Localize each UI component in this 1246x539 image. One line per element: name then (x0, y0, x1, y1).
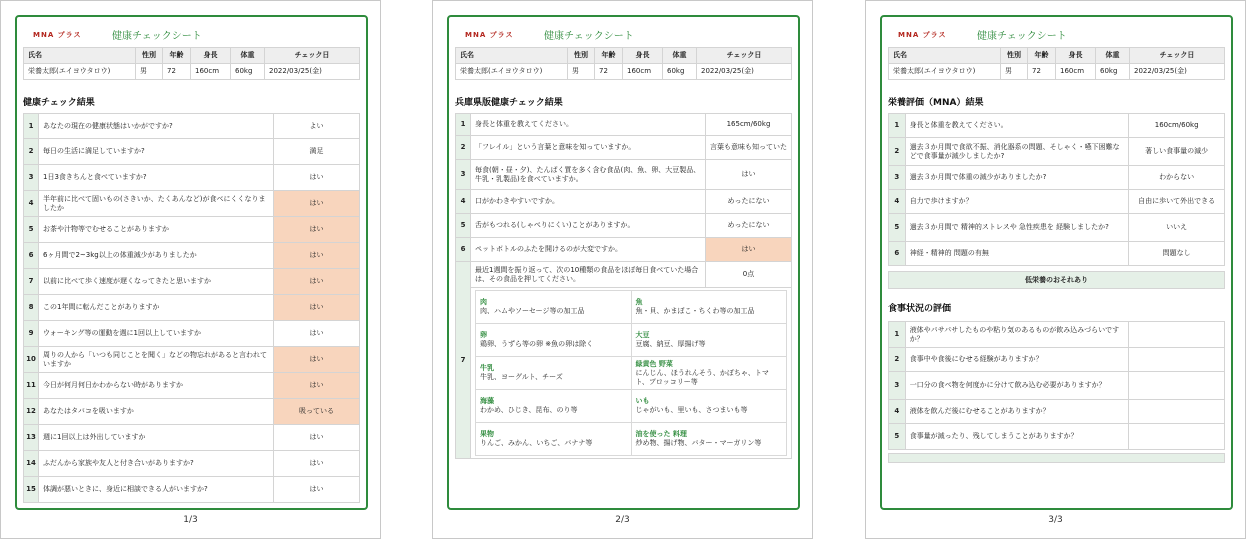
page-header (449, 17, 798, 47)
header-name: 氏名 (889, 48, 1001, 64)
question-text: お茶や汁物等でむせることがありますか (39, 217, 274, 243)
question-text: 今日が何月何日かわからない時がありますか (39, 373, 274, 399)
question-number: 8 (24, 295, 39, 321)
page-3 (865, 0, 1246, 539)
question-text: 体調が悪いときに、身近に相談できる人がいますか? (39, 477, 274, 503)
answer-cell-highlighted: はい (274, 347, 360, 373)
question-number: 14 (24, 451, 39, 477)
table-row (24, 217, 360, 243)
value-age: 72 (1028, 64, 1056, 80)
value-name: 栄養太郎(エイヨウタロウ) (24, 64, 136, 80)
question-number: 15 (24, 477, 39, 503)
hyogo-check-table (455, 113, 792, 459)
food-name: 肉 (480, 298, 487, 306)
header-height: 身長 (623, 48, 663, 64)
table-row (889, 348, 1225, 372)
food-name: 魚 (635, 298, 643, 306)
header-age: 年齢 (163, 48, 191, 64)
food-name: いも (635, 397, 650, 405)
health-check-table (23, 113, 360, 503)
question-text: 週に1回以上は外出していますか (39, 425, 274, 451)
question-number: 9 (24, 321, 39, 347)
food-desc: 炒め物、揚げ物、バター・マーガリン等 (635, 439, 762, 447)
page-1 (0, 0, 381, 539)
answer-cell: はい (274, 477, 360, 503)
question-text: 過去３か月間で体重の減少がありましたか? (905, 166, 1129, 190)
question-text: 口がかわきやすいですか。 (471, 190, 706, 214)
question-number: 3 (24, 165, 39, 191)
food-name: 卵 (480, 331, 487, 339)
table-row (24, 399, 360, 425)
food-item[interactable] (631, 324, 787, 357)
value-sex: 男 (568, 64, 595, 80)
brand-logo: MNA プラス (465, 31, 514, 39)
question-number: 6 (889, 242, 906, 266)
table-row (889, 214, 1225, 242)
question-text: ペットボトルのふたを開けるのが大変ですか。 (471, 238, 706, 262)
answer-cell-highlighted: はい (274, 295, 360, 321)
answer-cell: いいえ (1129, 214, 1225, 242)
value-check-date: 2022/03/25(金) (265, 64, 360, 80)
question-number: 1 (456, 114, 471, 136)
question-text: 自力で歩けますか？ (905, 190, 1129, 214)
page-frame (447, 15, 800, 510)
table-row (24, 269, 360, 295)
food-item[interactable] (476, 357, 632, 390)
question-number: 3 (456, 160, 471, 190)
value-sex: 男 (136, 64, 163, 80)
table-row (889, 242, 1225, 266)
table-row (456, 114, 792, 136)
question-text: 液体やパサパサしたものや粘り気のあるものが飲み込みづらいですか？ (905, 322, 1129, 348)
page-frame (15, 15, 368, 510)
question-number: 5 (889, 214, 906, 242)
value-height: 160cm (623, 64, 663, 80)
food-name: 果物 (480, 430, 494, 438)
food-name: 海藻 (480, 397, 494, 405)
table-row (24, 165, 360, 191)
question-number: 1 (889, 322, 906, 348)
table-row (456, 214, 792, 238)
question-text: この1年間に転んだことがありますか (39, 295, 274, 321)
food-name: 緑黄色 野菜 (635, 359, 673, 368)
page-header (882, 17, 1231, 47)
question-text: 身長と体重を教えてください。 (905, 114, 1129, 138)
table-row (24, 477, 360, 503)
question-text: 1日3食きちんと食べていますか? (39, 165, 274, 191)
page-header (17, 17, 366, 47)
food-item[interactable] (476, 291, 632, 324)
food-item[interactable] (631, 357, 787, 390)
question-number: 3 (889, 372, 906, 400)
value-check-date: 2022/03/25(金) (1130, 64, 1225, 80)
question-number: 6 (24, 243, 39, 269)
food-name: 牛乳 (480, 364, 494, 372)
question-number: 4 (889, 400, 906, 424)
question-text: 6ヶ月間で2~3kg以上の体重減少がありましたか (39, 243, 274, 269)
answer-cell: 0点 (706, 262, 792, 288)
header-height: 身長 (1056, 48, 1096, 64)
question-number: 12 (24, 399, 39, 425)
value-name: 栄養太郎(エイヨウタロウ) (456, 64, 568, 80)
question-number: 1 (24, 114, 39, 139)
food-desc: 鶏卵、うずら等の卵 ※魚の卵は除く (480, 340, 594, 348)
question-number: 10 (24, 347, 39, 373)
section-title: 兵庫県版健康チェック結果 (455, 98, 563, 108)
food-group-table (475, 290, 787, 456)
question-number: 6 (456, 238, 471, 262)
answer-cell: 満足 (274, 139, 360, 165)
food-item[interactable] (631, 390, 787, 423)
question-number: 2 (889, 348, 906, 372)
header-name: 氏名 (24, 48, 136, 64)
food-desc: りんご、みかん、いちご、バナナ等 (480, 439, 593, 447)
table-row (889, 138, 1225, 166)
value-sex: 男 (1001, 64, 1028, 80)
question-number: 13 (24, 425, 39, 451)
value-weight: 60kg (1096, 64, 1130, 80)
value-age: 72 (595, 64, 623, 80)
food-item[interactable] (631, 423, 787, 456)
food-desc: じゃがいも、里いも、さつまいも等 (635, 406, 748, 414)
header-name: 氏名 (456, 48, 568, 64)
food-desc: 豆腐、納豆、厚揚げ等 (635, 340, 706, 348)
food-item[interactable] (631, 291, 787, 324)
page-number: 2/3 (615, 515, 630, 525)
header-age: 年齢 (595, 48, 623, 64)
question-text: 過去３か月間で 精神的ストレスや 急性疾患を 経験しましたか? (905, 214, 1129, 242)
question-number: 7 (24, 269, 39, 295)
sheet-title: 健康チェックシート (544, 31, 634, 42)
answer-cell: めったにない (706, 190, 792, 214)
food-desc: 肉、ハムやソーセージ等の加工品 (480, 307, 585, 315)
question-number: 5 (889, 424, 906, 450)
table-row (889, 424, 1225, 450)
food-desc: 牛乳、ヨーグルト、チーズ (480, 373, 563, 381)
sheet-title: 健康チェックシート (977, 31, 1067, 42)
answer-cell (1129, 372, 1225, 400)
question-text: 食事中や食後にむせる経験がありますか？ (905, 348, 1129, 372)
question-number: 4 (889, 190, 906, 214)
value-weight: 60kg (231, 64, 265, 80)
answer-cell: はい (274, 451, 360, 477)
table-row (24, 373, 360, 399)
question-number: 4 (24, 191, 39, 217)
question-text: ウォーキング等の運動を週に1回以上していますか (39, 321, 274, 347)
answer-cell: はい (274, 425, 360, 451)
answer-cell: 165cm/60kg (706, 114, 792, 136)
answer-cell: はい (274, 321, 360, 347)
header-weight: 体重 (663, 48, 697, 64)
question-text: 半年前に比べて固いもの(さきいか、たくあんなど)が食べにくくなりましたか (39, 191, 274, 217)
brand-logo: MNA プラス (33, 31, 82, 39)
value-height: 160cm (1056, 64, 1096, 80)
answer-cell (1129, 400, 1225, 424)
section-title-meal: 食事状況の評価 (888, 304, 952, 314)
question-text: 最近1週間を振り返って、次の10種類の食品をほぼ毎日食べていた場合は、その食品を押してください。 (471, 262, 706, 288)
table-row (456, 238, 792, 262)
header-check-date: チェック日 (265, 48, 360, 64)
table-row (889, 166, 1225, 190)
answer-cell-highlighted: はい (274, 373, 360, 399)
question-text: あなたの現在の健康状態はいかがですか? (39, 114, 274, 139)
header-sex: 性別 (136, 48, 163, 64)
result-bar (888, 453, 1225, 463)
food-desc: 魚・貝、かまぼこ・ちくわ等の加工品 (635, 307, 755, 315)
table-row (24, 451, 360, 477)
food-group-container (471, 288, 792, 459)
question-number: 2 (24, 139, 39, 165)
table-row (24, 243, 360, 269)
question-text: 液体を飲んだ後にむせることがありますか？ (905, 400, 1129, 424)
question-text: 身長と体重を教えてください。 (471, 114, 706, 136)
answer-cell (1129, 348, 1225, 372)
food-desc: わかめ、ひじき、昆布、のり等 (480, 406, 578, 414)
page-2 (432, 0, 813, 539)
table-row (889, 190, 1225, 214)
question-text: 毎食(朝・昼・夕)、たんぱく質を多く含む食品(肉、魚、卵、大豆製品、牛乳・乳製品)を食べていますか。 (471, 160, 706, 190)
answer-cell-highlighted: はい (274, 191, 360, 217)
value-height: 160cm (191, 64, 231, 80)
section-title-mna: 栄養評価（MNA）結果 (888, 98, 984, 108)
answer-cell: めったにない (706, 214, 792, 238)
answer-cell: わからない (1129, 166, 1225, 190)
patient-info-table (888, 47, 1225, 80)
table-row (456, 160, 792, 190)
answer-cell (1129, 322, 1225, 348)
question-number: 2 (456, 136, 471, 160)
question-text: 過去３か月間で食欲不振、消化器系の問題、そしゃく・嚥下困難などで食事量が減少しましたか? (905, 138, 1129, 166)
question-text: 舌がもつれる(しゃべりにくい)ことがありますか。 (471, 214, 706, 238)
question-number: 1 (889, 114, 906, 138)
table-row (24, 114, 360, 139)
page-frame (880, 15, 1233, 510)
section-title: 健康チェック結果 (23, 98, 95, 108)
food-item[interactable] (476, 423, 632, 456)
page-number: 1/3 (183, 515, 198, 525)
table-row (24, 425, 360, 451)
food-item[interactable] (476, 390, 632, 423)
answer-cell-highlighted: 吸っている (274, 399, 360, 425)
patient-info-table (23, 47, 360, 80)
table-row (456, 136, 792, 160)
question-text: 周りの人から「いつも同じことを聞く」などの物忘れがあると言われていますか (39, 347, 274, 373)
question-number: 5 (456, 214, 471, 238)
table-row (456, 190, 792, 214)
value-check-date: 2022/03/25(金) (697, 64, 792, 80)
header-check-date: チェック日 (1130, 48, 1225, 64)
brand-logo: MNA プラス (898, 31, 947, 39)
value-name: 栄養太郎(エイヨウタロウ) (889, 64, 1001, 80)
question-number: 3 (889, 166, 906, 190)
food-name: 大豆 (635, 331, 650, 339)
header-weight: 体重 (1096, 48, 1130, 64)
question-text: 以前に比べて歩く速度が遅くなってきたと思いますか (39, 269, 274, 295)
table-row (24, 347, 360, 373)
question-number: 11 (24, 373, 39, 399)
table-row (24, 139, 360, 165)
header-weight: 体重 (231, 48, 265, 64)
question-text: 毎日の生活に満足していますか? (39, 139, 274, 165)
header-age: 年齢 (1028, 48, 1056, 64)
answer-cell: 自由に歩いて外出できる (1129, 190, 1225, 214)
answer-cell (1129, 424, 1225, 450)
table-row (456, 262, 792, 288)
header-height: 身長 (191, 48, 231, 64)
question-number: 2 (889, 138, 906, 166)
question-text: ふだんから家族や友人と付き合いがありますか? (39, 451, 274, 477)
answer-cell: 言葉も意味も知っていた (706, 136, 792, 160)
question-text: 食事量が減ったり、残してしまうことがありますか？ (905, 424, 1129, 450)
value-weight: 60kg (663, 64, 697, 80)
answer-cell: 160cm/60kg (1129, 114, 1225, 138)
header-sex: 性別 (568, 48, 595, 64)
meal-status-table (888, 321, 1225, 450)
table-row (889, 372, 1225, 400)
answer-cell: 著しい食事量の減少 (1129, 138, 1225, 166)
malnutrition-risk-banner: 低栄養のおそれあり (888, 271, 1225, 289)
value-age: 72 (163, 64, 191, 80)
answer-cell-highlighted: はい (274, 217, 360, 243)
answer-cell: はい (274, 165, 360, 191)
answer-cell-highlighted: はい (706, 238, 792, 262)
header-sex: 性別 (1001, 48, 1028, 64)
food-desc: にんじん、ほうれんそう、かぼちゃ、トマト、ブロッコリー等 (635, 368, 769, 386)
header-check-date: チェック日 (697, 48, 792, 64)
question-number: 7 (456, 262, 471, 459)
question-text: あなたはタバコを吸いますか (39, 399, 274, 425)
patient-info-table (455, 47, 792, 80)
table-row (24, 191, 360, 217)
table-row (24, 295, 360, 321)
food-name: 油を使った 料理 (635, 430, 687, 438)
answer-cell-highlighted: はい (274, 269, 360, 295)
table-row (889, 322, 1225, 348)
table-row (889, 114, 1225, 138)
page-number: 3/3 (1048, 515, 1063, 525)
question-number: 5 (24, 217, 39, 243)
sheet-title: 健康チェックシート (112, 31, 202, 42)
table-row (24, 321, 360, 347)
answer-cell: よい (274, 114, 360, 139)
question-number: 4 (456, 190, 471, 214)
question-text: 神経・精神的 問題の有無 (905, 242, 1129, 266)
answer-cell: 問題なし (1129, 242, 1225, 266)
food-item[interactable] (476, 324, 632, 357)
table-row (889, 400, 1225, 424)
answer-cell: はい (706, 160, 792, 190)
question-text: 一口分の食べ物を何度かに分けて飲み込む必要がありますか？ (905, 372, 1129, 400)
mna-table (888, 113, 1225, 266)
answer-cell-highlighted: はい (274, 243, 360, 269)
question-text: 「フレイル」という言葉と意味を知っていますか。 (471, 136, 706, 160)
